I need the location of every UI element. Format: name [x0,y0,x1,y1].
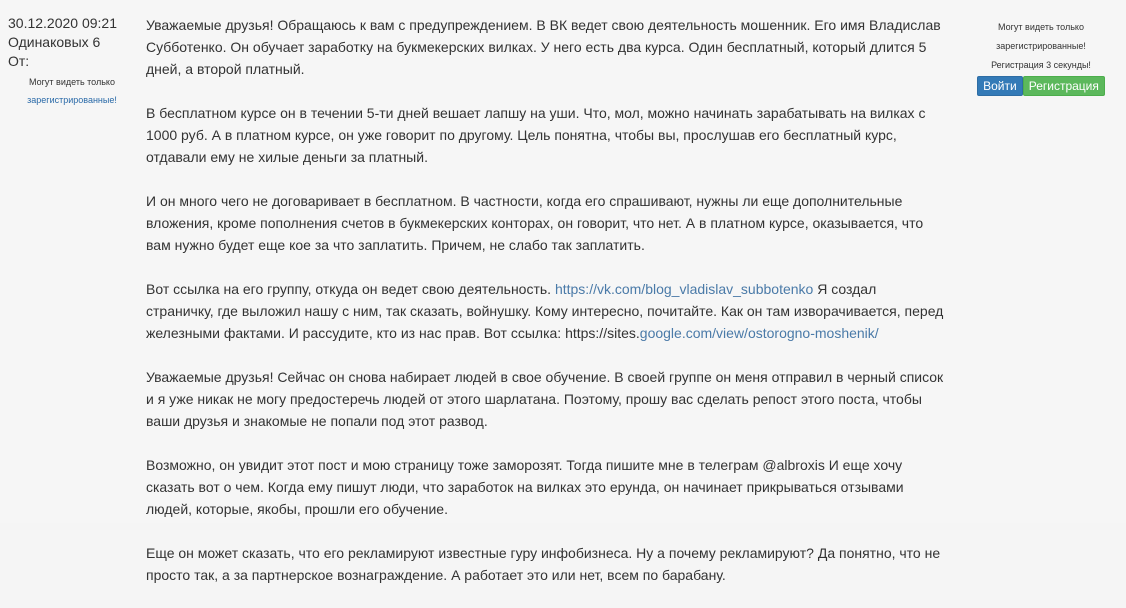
paragraph-4-text-a: Вот ссылка на его группу, откуда он ведет свою деятельность. [146,281,555,297]
registered-link[interactable]: зарегистрированные! [27,95,117,105]
post-paragraph-5: Уважаемые друзья! Сейчас он снова набирает людей в свое обучение. В своей группе он меня отправил в черный список и я уже никак не могу предостеречь людей от этого шарлатана. Поэтому, прошу вас сделать репост этого поста, чтобы ваши друзья и знакомые не попали под этот развод. [146,369,944,429]
paragraph-4-text-b: Я создал страничку, где выложил нашу с ним, так сказать, войнушку. Кому интересно, почитайте. Как он там изворачивается, перед железными фактами. И рассудите, кто из нас прав. Вот ссылка: https://sites. [146,281,944,341]
vk-group-link[interactable]: https://vk.com/blog_vladislav_subbotenko [554,281,814,297]
post-paragraph-3: И он много чего не договаривает в бесплатном. В частности, когда его спрашивают, нужны ли еще дополнительные вложения, кроме пополнения счетов в букмекерских конторах, он говорит, что нет. А в платном курсе, оказывается, что вам нужно будет еще кое за что заплатить. Причем, не слабо так заплатить. [146,193,924,253]
auth-panel [970,18,1112,96]
auth-buttons [970,76,1112,96]
post-paragraph-1: Уважаемые друзья! Обращаюсь к вам с предупреждением. В ВК ведет свою деятельность мошенник. Его имя Владислав Субботенко. Он обучает заработку на букмекерских вилках. У него есть два курса. Один бесплатный, который длится 5 дней, а второй платный. [146,17,941,77]
similar-count: Одинаковых 6 [8,34,101,50]
post-paragraph-6: Возможно, он увидит этот пост и мою страницу тоже заморозят. Тогда пишите мне в телеграм @albroxis И еще хочу сказать вот о чем. Когда ему пишут люди, что заработок на вилках это ерунда, он начинает прикрываться отзывами людей, которые, якобы, прошли его обучение. [146,457,904,517]
register-button[interactable]: Регистрация [1023,76,1105,96]
auth-notice-line-3: Регистрация 3 секунды! [991,60,1091,70]
post-meta [8,14,138,109]
post-body [146,14,946,608]
auth-notice-line-1: Могут видеть только [998,22,1084,32]
author-hidden-notice [8,73,136,109]
auth-notice-line-2: зарегистрированные! [996,41,1086,51]
author-label: От: [8,53,30,69]
login-button[interactable]: Войти [977,76,1023,96]
post-paragraph-4 [146,278,946,344]
author-notice-text: Могут видеть только [29,77,115,87]
google-sites-link[interactable]: google.com/view/ostorogno-moshenik/ [639,325,879,341]
post-paragraph-7: Еще он может сказать, что его рекламируют известные гуру инфобизнеса. Ну а почему рекламируют? Да понятно, что не просто так, а за партнерское вознаграждение. А работает это или нет, всем по барабану. [146,545,941,583]
post-paragraph-2: В бесплатном курсе он в течении 5-ти дней вешает лапшу на уши. Что, мол, можно начинать зарабатывать на вилках с 1000 руб. А в платном курсе, он уже говорит по другому. Цель понятна, чтобы вы, прослушав его бесплатный курс, отдавали ему не хилые деньги за платный. [146,105,926,165]
post-date: 30.12.2020 09:21 [8,15,117,31]
